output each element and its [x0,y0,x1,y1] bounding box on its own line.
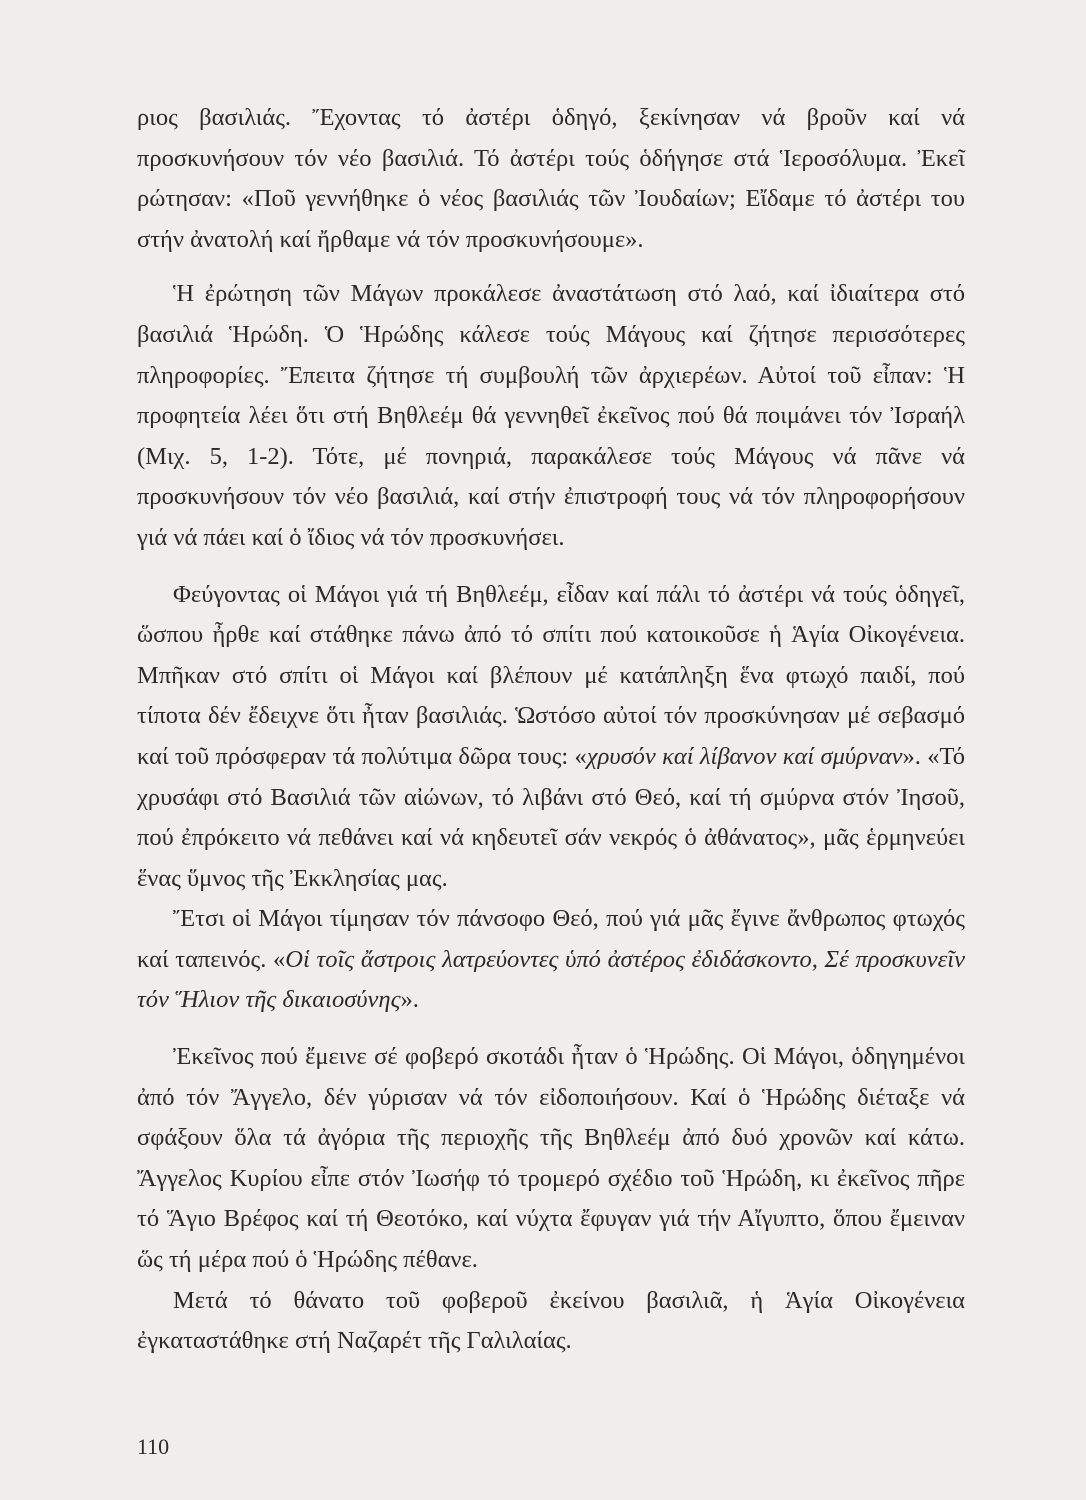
paragraph-3-text-before: Φεύγοντας οἱ Μάγοι γιά τή Βηθλεέμ, εἶδαν καί πάλι τό ἀστέρι νά τούς ὁδηγεῖ, ὥσπου ἦρθε καί στάθηκε πάνω ἀπό τό σπίτι πού κατοικοῦσε ἡ Ἁγία Οἰκογένεια. Μπῆκαν στό σπίτι οἱ Μάγοι καί βλέπουν μέ κατάπληξη ἕνα φτωχό παιδί, πού τίποτα δέν ἔδειχνε ὅτι ἦταν βασιλιάς. Ὡστόσο αὐτοί τόν προσκύνησαν μέ σεβασμό καί τοῦ πρόσφεραν τά πολύτιμα δῶρα τους: « [137,580,965,770]
paragraph-3-text-after: ». «Τό χρυσάφι στό Βασιλιά τῶν αἰώνων, τό λιβάνι στό Θεό, καί τή σμύρνα στόν Ἰησοῦ, πού ἐπρόκειτο νά πεθάνει καί νά κηδευτεῖ σάν νεκρός ὁ ἀθάνατος», μᾶς ἑρμηνεύει ἕνας ὕμνος τῆς Ἐκκλησίας μας. [137,742,965,892]
paragraph-5: Ἐκεῖνος πού ἔμεινε σέ φοβερό σκοτάδι ἦταν ὁ Ἡρώδης. Οἱ Μάγοι, ὁδηγημένοι ἀπό τόν Ἄγγελο, δέν γύρισαν νά τόν εἰδοποιήσουν. Καί ὁ Ἡρώδης διέταξε νά σφάξουν ὅλα τά ἀγόρια τῆς περιοχῆς τῆς Βηθλεέμ ἀπό δυό χρονῶν καί κάτω. Ἄγγελος Κυρίου εἶπε στόν Ἰωσήφ τό τρομερό σχέδιο τοῦ Ἡρώδη, κι ἐκεῖνος πῆρε τό Ἅγιο Βρέφος καί τή Θεοτόκο, καί νύχτα ἔφυγαν γιά τήν Αἴγυπτο, ὅπου ἔμειναν ὥς τή μέρα πού ὁ Ἡρώδης πέθανε. [137,1043,965,1274]
body-text [137,98,965,1362]
paragraph-2: Ἡ ἐρώτηση τῶν Μάγων προκάλεσε ἀναστάτωση στό λαό, καί ἰδιαίτερα στό βασιλιά Ἡρώδη. Ὁ Ἡρώδης κάλεσε τούς Μάγους καί ζήτησε περισσότερες πληροφορίες. Ἔπειτα ζήτησε τή συμβουλή τῶν ἀρχιερέων. Αὐτοί τοῦ εἶπαν: Ἡ προφητεία λέει ὅτι στή Βηθλεέμ θά γεννηθεῖ ἐκεῖνος πού θά ποιμάνει τόν Ἰσραήλ (Μιχ. 5, 1-2). Τότε, μέ πονηριά, παρακάλεσε τούς Μάγους νά πᾶνε νά προσκυνήσουν τόν νέο βασιλιά, καί στήν ἐπιστροφή τους νά τόν πληροφορήσουν γιά νά πάει καί ὁ ἴδιος νά τόν προσκυνήσει. [137,280,965,551]
paragraph-4-text-before: Ἔτσι οἱ Μάγοι τίμησαν τόν πάνσοφο Θεό, πού γιά μᾶς ἔγινε ἄνθρωπος φτωχός καί ταπεινός. « [137,905,965,973]
paragraph-6: Μετά τό θάνατο τοῦ φοβεροῦ ἐκείνου βασιλιᾶ, ἡ Ἁγία Οἰκογένεια ἐγκαταστάθηκε στή Ναζαρέτ τῆς Γαλιλαίας. [137,1286,965,1355]
paragraph-4 [137,899,965,1021]
page-number: 110 [137,1434,170,1459]
paragraph-4-text-after: ». [400,986,419,1014]
paragraph-1: ριος βασιλιάς. Ἔχοντας τό ἀστέρι ὁδηγό, ξεκίνησαν νά βροῦν καί νά προσκυνήσουν τόν νέο βασιλιά. Τό ἀστέρι τούς ὁδήγησε στά Ἱεροσόλυμα. Ἐκεῖ ρώτησαν: «Ποῦ γεννήθηκε ὁ νέος βασιλιάς τῶν Ἰουδαίων; Εἴδαμε τό ἀστέρι του στήν ἀνατολή καί ἤρθαμε νά τόν προσκυνήσουμε». [137,104,965,253]
paragraph-4-italic-hymn: Οἱ τοῖς ἄστροις λατρεύοντες ὑπό ἀστέρος ἐδιδάσκοντο, Σέ προσκυνεῖν τόν Ἥλιον τῆς δικαιοσύνης [137,945,965,1014]
paragraph-3 [137,575,965,900]
paragraph-3-italic-quote: χρυσόν καί λίβανον καί σμύρναν [586,742,903,770]
